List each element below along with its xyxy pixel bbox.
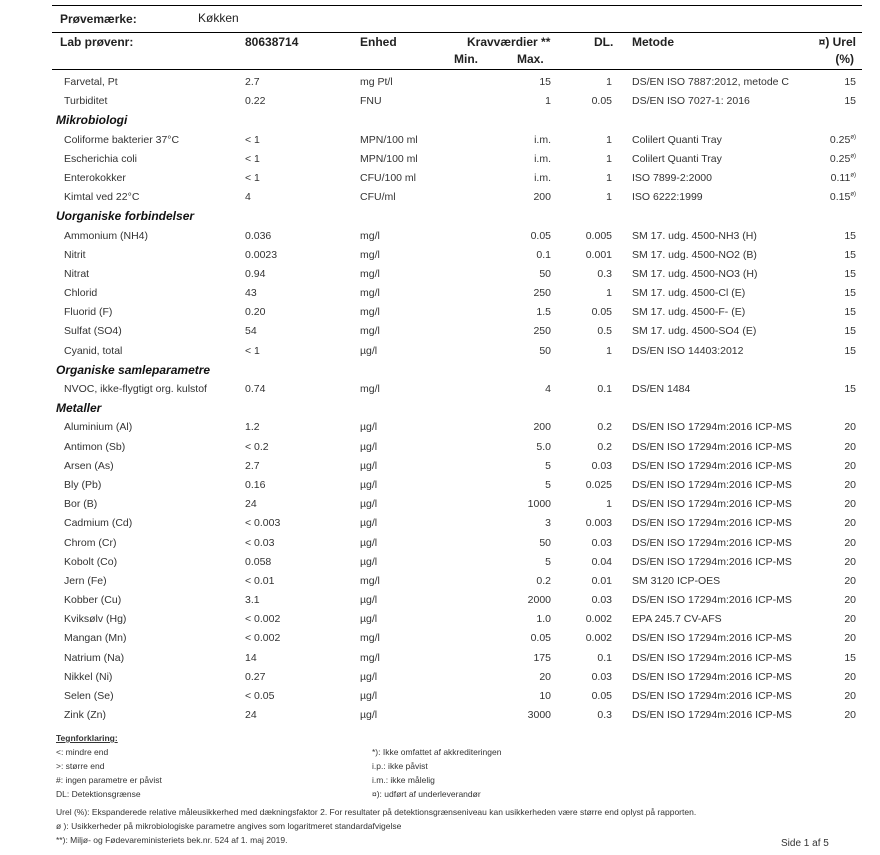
- result-value: 0.036: [245, 229, 272, 242]
- method-cell: DS/EN ISO 17294m:2016 ICP-MS: [632, 632, 792, 645]
- detection-limit: 0.005: [585, 229, 612, 242]
- table-row: [52, 495, 862, 514]
- parameter-name: Selen (Se): [64, 690, 114, 702]
- parameter-name: Nitrit: [64, 248, 86, 261]
- detection-limit: 0.025: [585, 478, 612, 491]
- unit-cell: mg/l: [360, 325, 380, 338]
- unit-cell: µg/l: [360, 478, 378, 491]
- legend-ip: i.p.: ikke påvist: [372, 761, 428, 771]
- result-value: 3.1: [245, 594, 260, 607]
- unit-cell: µg/l: [360, 498, 378, 511]
- lab-sample-label: Lab prøvenr:: [60, 35, 134, 49]
- unit-cell: mg/l: [360, 229, 380, 242]
- legend-bek: **): Miljø- og Fødevareministeriets bek.nr. 524 af 1. maj 2019.: [56, 835, 288, 845]
- sample-header: [52, 5, 862, 33]
- uncertainty-cell: 20: [844, 670, 856, 683]
- unit-cell: CFU/ml: [360, 191, 396, 204]
- detection-limit: 0.002: [585, 613, 612, 626]
- section-heading-row: [52, 361, 862, 380]
- max-limit: 50: [539, 267, 551, 280]
- result-value: 2.7: [245, 76, 260, 88]
- uncertainty-value: 0.25: [829, 152, 851, 165]
- method-cell: EPA 245.7 CV-AFS: [632, 613, 722, 626]
- result-value: 0.058: [245, 555, 272, 568]
- dl-header: DL.: [594, 35, 614, 49]
- max-limit: 5: [545, 555, 551, 568]
- unit-cell: mg/l: [360, 651, 380, 664]
- method-cell: DS/EN ISO 17294m:2016 ICP-MS: [632, 536, 792, 549]
- table-row: [52, 591, 862, 610]
- max-limit: 200: [533, 191, 551, 204]
- method-cell: SM 17. udg. 4500-NH3 (H): [632, 229, 757, 242]
- table-row: [52, 438, 862, 457]
- uncertainty-cell: 20: [844, 498, 856, 511]
- method-cell: DS/EN ISO 17294m:2016 ICP-MS: [632, 651, 792, 664]
- max-limit: 1: [545, 95, 551, 108]
- table-row: [52, 476, 862, 495]
- max-limit: 1.5: [536, 306, 551, 319]
- uncertainty-footnote-mark: ø): [850, 191, 856, 198]
- uncertainty-cell: 20: [844, 555, 856, 568]
- max-limit: i.m.: [534, 171, 551, 184]
- detection-limit: 0.1: [597, 383, 612, 395]
- unit-cell: mg/l: [360, 306, 380, 319]
- result-value: < 1: [245, 133, 260, 146]
- table-row: [52, 629, 862, 648]
- detection-limit: 0.01: [591, 574, 612, 587]
- result-value: 0.22: [245, 95, 266, 108]
- method-cell: DS/EN ISO 14403:2012: [632, 344, 744, 357]
- uncertainty-cell: 20: [844, 709, 856, 722]
- section-heading-row: [52, 207, 862, 226]
- result-value: < 0.2: [245, 440, 269, 453]
- result-value: < 0.03: [245, 536, 275, 549]
- result-value: 24: [245, 498, 257, 511]
- legend-hash: #: ingen parametre er påvist: [56, 775, 162, 785]
- detection-limit: 0.03: [591, 459, 612, 472]
- table-row: [52, 514, 862, 533]
- parameter-name: Arsen (As): [64, 459, 114, 472]
- result-value: < 0.003: [245, 517, 281, 530]
- unit-cell: µg/l: [360, 594, 378, 607]
- legend-star: *): Ikke omfattet af akkrediteringen: [372, 747, 502, 757]
- parameter-name: Mangan (Mn): [64, 632, 127, 645]
- method-cell: SM 17. udg. 4500-NO3 (H): [632, 267, 758, 280]
- table-row: [52, 303, 862, 322]
- table-row: [52, 380, 862, 399]
- table-row: [52, 649, 862, 668]
- unit-cell: CFU/100 ml: [360, 171, 417, 184]
- uncertainty-cell: 15: [844, 344, 856, 357]
- result-value: 43: [245, 287, 257, 300]
- result-value: < 1: [245, 171, 260, 184]
- max-limit: 2000: [527, 594, 551, 607]
- method-cell: ISO 7899-2:2000: [632, 171, 712, 184]
- legend-dl: DL: Detektionsgrænse: [56, 789, 141, 799]
- detection-limit: 0.05: [591, 95, 612, 108]
- method-cell: SM 3120 ICP-OES: [632, 574, 721, 587]
- uncertainty-footnote-mark: ø): [850, 172, 856, 179]
- table-row: [52, 188, 862, 207]
- max-limit: i.m.: [534, 152, 551, 165]
- uncertainty-cell: 15: [844, 306, 856, 319]
- method-cell: DS/EN ISO 17294m:2016 ICP-MS: [632, 478, 792, 491]
- uncertainty-cell: 15: [844, 325, 856, 338]
- uncertainty-cell: 20: [844, 574, 856, 587]
- result-value: < 1: [245, 152, 260, 165]
- uncertainty-value: 0.15: [829, 191, 851, 204]
- result-value: 0.94: [245, 267, 266, 280]
- method-cell: DS/EN ISO 7027-1: 2016: [632, 95, 750, 108]
- method-cell: DS/EN ISO 17294m:2016 ICP-MS: [632, 555, 792, 568]
- section-title: Metaller: [56, 401, 102, 416]
- result-value: 2.7: [245, 459, 260, 472]
- max-limit: 250: [533, 287, 551, 300]
- uncertainty-cell: 20: [844, 594, 856, 607]
- method-cell: SM 17. udg. 4500-Cl (E): [632, 287, 746, 300]
- legend-lt: <: mindre end: [56, 747, 109, 757]
- unit-header: Enhed: [360, 35, 397, 49]
- parameter-name: Natrium (Na): [64, 651, 125, 664]
- result-value: 1.2: [245, 421, 260, 434]
- result-value: 0.16: [245, 478, 266, 491]
- unit-cell: µg/l: [360, 459, 378, 472]
- detection-limit: 0.03: [591, 594, 612, 607]
- sample-mark-value: Køkken: [198, 11, 239, 25]
- table-row: [52, 131, 862, 150]
- result-value: < 0.01: [245, 574, 275, 587]
- result-value: 0.74: [245, 383, 266, 395]
- urel-pct-header: (%): [835, 52, 854, 66]
- parameter-name: Bor (B): [64, 498, 98, 511]
- parameter-name: Chlorid: [64, 287, 98, 300]
- table-row: [52, 92, 862, 111]
- table-row: [52, 553, 862, 572]
- parameter-name: Fluorid (F): [64, 306, 113, 319]
- uncertainty-cell: 20: [844, 440, 856, 453]
- max-limit: 200: [533, 421, 551, 434]
- max-limit: 250: [533, 325, 551, 338]
- max-limit: 5: [545, 459, 551, 472]
- table-row: [52, 322, 862, 341]
- parameter-name: Escherichia coli: [64, 152, 137, 165]
- uncertainty-cell: 20: [844, 690, 856, 702]
- uncertainty-value: 0.11: [830, 171, 851, 184]
- table-row: [52, 687, 862, 706]
- unit-cell: µg/l: [360, 555, 378, 568]
- parameter-name: Coliforme bakterier 37°C: [64, 133, 180, 146]
- legend-title: Tegnforklaring:: [56, 733, 118, 743]
- max-limit: 5.0: [536, 440, 551, 453]
- max-limit: 175: [533, 651, 551, 664]
- unit-cell: µg/l: [360, 421, 378, 434]
- result-value: 0.0023: [245, 248, 278, 261]
- table-row: [52, 227, 862, 246]
- table-row: [52, 457, 862, 476]
- method-cell: SM 17. udg. 4500-F- (E): [632, 306, 746, 319]
- detection-limit: 1: [606, 498, 612, 511]
- result-value: 4: [245, 191, 251, 204]
- unit-cell: mg/l: [360, 383, 380, 395]
- table-row: [52, 246, 862, 265]
- method-cell: DS/EN ISO 17294m:2016 ICP-MS: [632, 440, 792, 453]
- parameter-name: Kviksølv (Hg): [64, 613, 127, 626]
- parameter-name: Kimtal ved 22°C: [64, 191, 140, 204]
- uncertainty-cell: 15: [844, 267, 856, 280]
- section-title: Mikrobiologi: [56, 113, 128, 128]
- results-table: [52, 73, 862, 725]
- method-cell: Colilert Quanti Tray: [632, 152, 722, 165]
- parameter-name: Turbiditet: [64, 95, 108, 108]
- table-row: [52, 73, 862, 92]
- unit-cell: mg Pt/l: [360, 76, 393, 88]
- max-limit: 0.2: [536, 574, 551, 587]
- parameter-name: Kobber (Cu): [64, 594, 122, 607]
- max-limit: 20: [539, 670, 551, 683]
- parameter-name: Antimon (Sb): [64, 440, 126, 453]
- uncertainty-cell: 15: [844, 248, 856, 261]
- result-value: 14: [245, 651, 257, 664]
- result-value: < 0.002: [245, 613, 281, 626]
- uncertainty-cell: 20: [844, 613, 856, 626]
- uncertainty-cell: [830, 153, 856, 165]
- method-cell: DS/EN ISO 17294m:2016 ICP-MS: [632, 498, 792, 511]
- uncertainty-cell: 15: [844, 229, 856, 242]
- table-row: [52, 284, 862, 303]
- detection-limit: 0.1: [597, 651, 612, 664]
- table-row: [52, 534, 862, 553]
- detection-limit: 0.03: [591, 536, 612, 549]
- detection-limit: 1: [606, 171, 612, 184]
- sample-number: 80638714: [245, 35, 299, 49]
- table-row: [52, 150, 862, 169]
- parameter-name: Cyanid, total: [64, 344, 123, 357]
- method-cell: DS/EN ISO 17294m:2016 ICP-MS: [632, 459, 792, 472]
- detection-limit: 0.2: [597, 421, 612, 434]
- result-value: < 0.05: [245, 690, 275, 702]
- legend-gt: >: større end: [56, 761, 105, 771]
- method-cell: Colilert Quanti Tray: [632, 133, 722, 146]
- method-cell: SM 17. udg. 4500-NO2 (B): [632, 248, 757, 261]
- detection-limit: 1: [606, 76, 612, 88]
- max-limit: 1.0: [536, 613, 551, 626]
- table-row: [52, 610, 862, 629]
- parameter-name: Kobolt (Co): [64, 555, 118, 568]
- result-value: < 1: [245, 344, 260, 357]
- unit-cell: µg/l: [360, 440, 378, 453]
- detection-limit: 1: [606, 344, 612, 357]
- method-cell: DS/EN ISO 17294m:2016 ICP-MS: [632, 421, 792, 434]
- sample-mark-label: Prøvemærke:: [60, 12, 137, 26]
- unit-cell: mg/l: [360, 574, 380, 587]
- min-header: Min.: [454, 52, 478, 66]
- max-limit: 0.05: [530, 229, 551, 242]
- method-cell: DS/EN ISO 17294m:2016 ICP-MS: [632, 690, 792, 702]
- uncertainty-cell: 20: [844, 536, 856, 549]
- unit-cell: mg/l: [360, 632, 380, 645]
- unit-cell: MPN/100 ml: [360, 133, 418, 146]
- method-header: Metode: [632, 35, 674, 49]
- parameter-name: Nikkel (Ni): [64, 670, 113, 683]
- uncertainty-cell: 15: [844, 95, 856, 108]
- max-limit: 1000: [527, 498, 551, 511]
- detection-limit: 0.3: [597, 267, 612, 280]
- column-header: [52, 31, 862, 70]
- result-value: 54: [245, 325, 257, 338]
- uncertainty-value: 0.25: [829, 133, 851, 146]
- parameter-name: Aluminium (Al): [64, 421, 133, 434]
- max-limit: i.m.: [534, 133, 551, 146]
- max-limit: 0.1: [536, 248, 551, 261]
- uncertainty-cell: 20: [844, 517, 856, 530]
- uncertainty-footnote-mark: ø): [850, 153, 856, 160]
- method-cell: DS/EN ISO 7887:2012, metode C: [632, 76, 790, 88]
- legend-urel: Urel (%): Ekspanderede relative måleusikkerhed med dækningsfaktor 2. For resultater på detektionsgrænseniveau kan usikkerheden være større end oplyst på rapporten.: [56, 807, 697, 817]
- detection-limit: 0.002: [585, 632, 612, 645]
- parameter-name: Nitrat: [64, 267, 90, 280]
- max-limit: 3000: [527, 709, 551, 722]
- table-row: [52, 572, 862, 591]
- uncertainty-cell: 15: [844, 76, 856, 88]
- requirements-header: Kravværdier **: [467, 35, 551, 49]
- detection-limit: 1: [606, 287, 612, 300]
- detection-limit: 0.04: [591, 555, 612, 568]
- method-cell: DS/EN ISO 17294m:2016 ICP-MS: [632, 594, 792, 607]
- parameter-name: Ammonium (NH4): [64, 229, 149, 242]
- result-value: < 0.002: [245, 632, 281, 645]
- unit-cell: mg/l: [360, 248, 380, 261]
- parameter-name: Jern (Fe): [64, 574, 107, 587]
- parameter-name: Zink (Zn): [64, 709, 106, 722]
- legend-cur: ¤): udført af underleverandør: [372, 789, 481, 799]
- table-row: [52, 169, 862, 188]
- max-header: Max.: [517, 52, 544, 66]
- max-limit: 3: [545, 517, 551, 530]
- legend-im: i.m.: ikke målelig: [372, 775, 435, 785]
- uncertainty-cell: 20: [844, 459, 856, 472]
- unit-cell: µg/l: [360, 709, 378, 722]
- method-cell: SM 17. udg. 4500-SO4 (E): [632, 325, 757, 338]
- max-limit: 0.05: [530, 632, 551, 645]
- parameter-name: Farvetal, Pt: [64, 76, 118, 88]
- uncertainty-cell: 20: [844, 478, 856, 491]
- detection-limit: 0.001: [585, 248, 612, 261]
- uncertainty-cell: [830, 134, 856, 146]
- parameter-name: Cadmium (Cd): [64, 517, 133, 530]
- legend-micro: ø ): Usikkerheder på mikrobiologiske parametre angives som logaritmeret standardafvigelse: [56, 821, 402, 831]
- result-value: 0.27: [245, 670, 266, 683]
- table-row: [52, 265, 862, 284]
- parameter-name: Enterokokker: [64, 171, 126, 184]
- uncertainty-cell: 15: [844, 383, 856, 395]
- unit-cell: FNU: [360, 95, 382, 108]
- section-heading-row: [52, 111, 862, 130]
- detection-limit: 0.5: [597, 325, 612, 338]
- max-limit: 50: [539, 344, 551, 357]
- uncertainty-footnote-mark: ø): [850, 134, 856, 141]
- unit-cell: µg/l: [360, 344, 378, 357]
- detection-limit: 0.05: [591, 690, 612, 702]
- method-cell: DS/EN 1484: [632, 383, 691, 395]
- page-number: Side 1 af 5: [781, 838, 829, 849]
- method-cell: DS/EN ISO 17294m:2016 ICP-MS: [632, 709, 792, 722]
- max-limit: 50: [539, 536, 551, 549]
- max-limit: 4: [545, 383, 551, 395]
- table-row: [52, 342, 862, 361]
- uncertainty-cell: 20: [844, 421, 856, 434]
- max-limit: 5: [545, 478, 551, 491]
- unit-cell: mg/l: [360, 287, 380, 300]
- uncertainty-cell: 20: [844, 632, 856, 645]
- uncertainty-cell: [831, 172, 856, 184]
- method-cell: ISO 6222:1999: [632, 191, 703, 204]
- method-cell: DS/EN ISO 17294m:2016 ICP-MS: [632, 517, 792, 530]
- urel-header: ¤) Urel: [818, 35, 856, 49]
- detection-limit: 1: [606, 191, 612, 204]
- parameter-name: Chrom (Cr): [64, 536, 117, 549]
- unit-cell: µg/l: [360, 670, 378, 683]
- unit-cell: µg/l: [360, 613, 378, 626]
- detection-limit: 1: [606, 133, 612, 146]
- detection-limit: 1: [606, 152, 612, 165]
- result-value: 0.20: [245, 306, 266, 319]
- detection-limit: 0.05: [591, 306, 612, 319]
- parameter-name: Sulfat (SO4): [64, 325, 122, 338]
- unit-cell: µg/l: [360, 690, 378, 702]
- result-value: 24: [245, 709, 257, 722]
- uncertainty-cell: 15: [844, 651, 856, 664]
- unit-cell: MPN/100 ml: [360, 152, 418, 165]
- detection-limit: 0.03: [591, 670, 612, 683]
- parameter-name: NVOC, ikke-flygtigt org. kulstof: [64, 383, 207, 395]
- parameter-name: Bly (Pb): [64, 478, 102, 491]
- unit-cell: µg/l: [360, 517, 378, 530]
- unit-cell: mg/l: [360, 267, 380, 280]
- method-cell: DS/EN ISO 17294m:2016 ICP-MS: [632, 670, 792, 683]
- table-row: [52, 706, 862, 725]
- detection-limit: 0.003: [585, 517, 612, 530]
- detection-limit: 0.2: [597, 440, 612, 453]
- max-limit: 10: [539, 690, 551, 702]
- max-limit: 15: [539, 76, 551, 88]
- uncertainty-cell: 15: [844, 287, 856, 300]
- section-heading-row: [52, 399, 862, 418]
- uncertainty-cell: [830, 191, 856, 203]
- detection-limit: 0.3: [597, 709, 612, 722]
- unit-cell: µg/l: [360, 536, 378, 549]
- section-title: Uorganiske forbindelser: [56, 209, 195, 224]
- table-row: [52, 418, 862, 437]
- table-row: [52, 668, 862, 687]
- section-title: Organiske samleparametre: [56, 362, 211, 377]
